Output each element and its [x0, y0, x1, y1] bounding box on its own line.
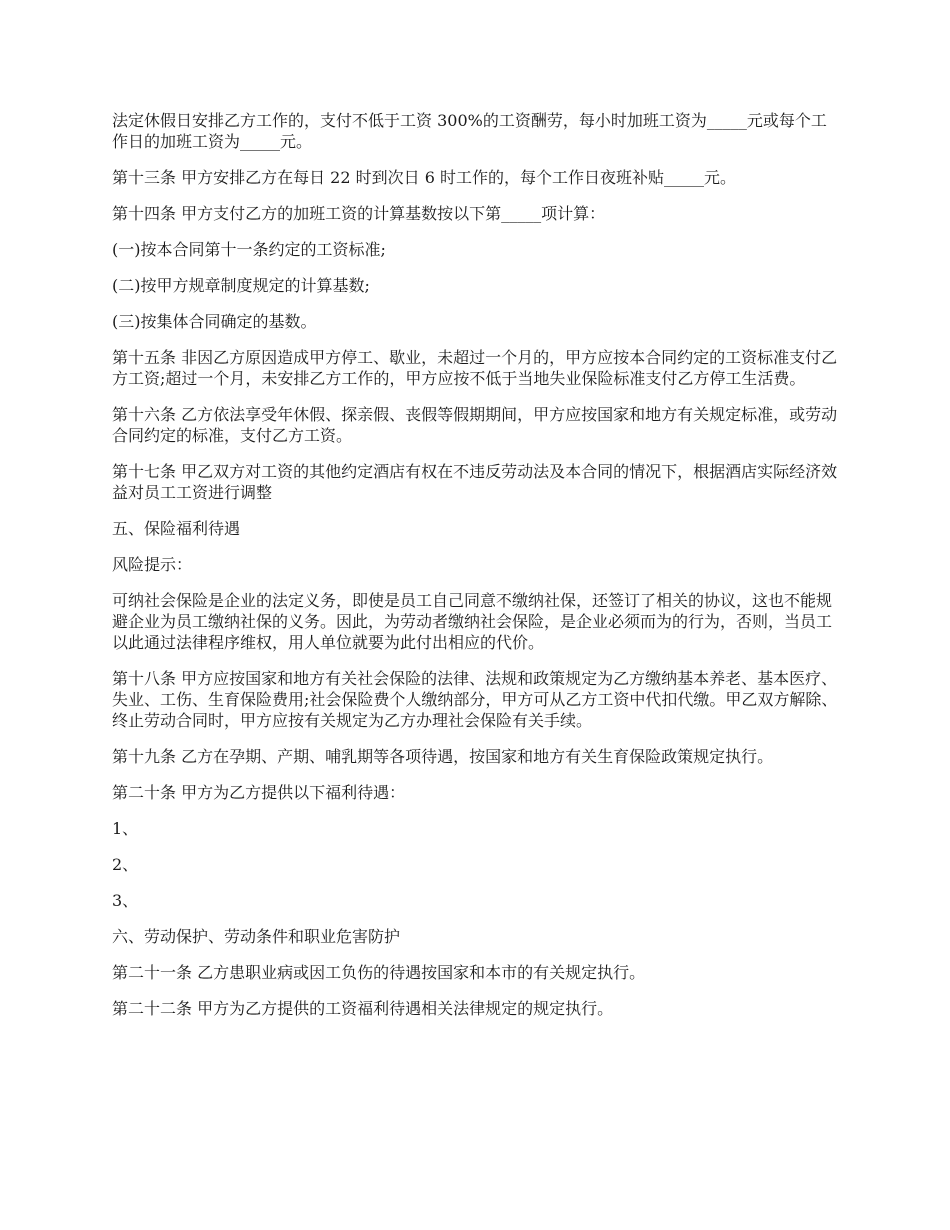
- risk-notice-label: 风险提示：: [112, 555, 193, 574]
- paragraph-article-17: 第十七条 甲乙双方对工资的其他约定酒店有权在不违反劳动法及本合同的情况下，根据酒店实际经济效益对员工工资进行调整: [112, 462, 838, 502]
- list-item-benefit-2: 2、: [112, 855, 139, 874]
- paragraph-holiday-overtime-pay: 法定休假日安排乙方工作的，支付不低于工资 300%的工资酬劳，每小时加班工资为_____元或每个工作日的加班工资为_____元。: [112, 111, 827, 151]
- paragraph-article-14: 第十四条 甲方支付乙方的加班工资的计算基数按以下第_____项计算：: [112, 204, 606, 223]
- list-item-benefit-3: 3、: [112, 891, 139, 910]
- paragraph-article-19: 第十九条 乙方在孕期、产期、哺乳期等各项待遇，按国家和地方有关生育保险政策规定执行。: [112, 747, 774, 766]
- paragraph-article-18: 第十八条 甲方应按国家和地方有关社会保险的法律、法规和政策规定为乙方缴纳基本养老、基本医疗、失业、工伤、生育保险费用;社会保险费个人缴纳部分，甲方可从乙方工资中代扣代缴。甲乙双方解除、终止劳动合同时，甲方应按有关规定为乙方办理社会保险有关手续。: [112, 669, 838, 730]
- paragraph-risk-notice: 可纳社会保险是企业的法定义务，即使是员工自己同意不缴纳社保，还签订了相关的协议，这也不能规避企业为员工缴纳社保的义务。因此，为劳动者缴纳社会保险，是企业必须而为的行为，否则，当员工以此通过法律程序维权，用人单位就要为此付出相应的代价。: [112, 591, 833, 652]
- section-heading-insurance-benefits: 五、保险福利待遇: [112, 519, 241, 538]
- paragraph-article-14-option-3: (三)按集体合同确定的基数。: [112, 312, 317, 331]
- paragraph-article-15: 第十五条 非因乙方原因造成甲方停工、歇业，未超过一个月的，甲方应按本合同约定的工资标准支付乙方工资;超过一个月，未安排乙方工作的，甲方应按不低于当地失业保险标准支付乙方停工生活费。: [112, 348, 838, 388]
- section-heading-labor-protection: 六、劳动保护、劳动条件和职业危害防护: [112, 927, 401, 946]
- paragraph-article-22: 第二十二条 甲方为乙方提供的工资福利待遇相关法律规定的规定执行。: [112, 999, 614, 1018]
- paragraph-article-20: 第二十条 甲方为乙方提供以下福利待遇：: [112, 783, 406, 802]
- list-item-benefit-1: 1、: [112, 819, 139, 838]
- paragraph-article-14-option-2: (二)按甲方规章制度规定的计算基数;: [112, 276, 370, 295]
- paragraph-article-14-option-1: (一)按本合同第十一条约定的工资标准;: [112, 240, 386, 259]
- paragraph-article-13: 第十三条 甲方安排乙方在每日 22 时到次日 6 时工作的，每个工作日夜班补贴_____元。: [112, 168, 736, 187]
- paragraph-article-21: 第二十一条 乙方患职业病或因工负伤的待遇按国家和本市的有关规定执行。: [112, 963, 646, 982]
- paragraph-article-16: 第十六条 乙方依法享受年休假、探亲假、丧假等假期期间，甲方应按国家和地方有关规定标准，或劳动合同约定的标准，支付乙方工资。: [112, 405, 838, 445]
